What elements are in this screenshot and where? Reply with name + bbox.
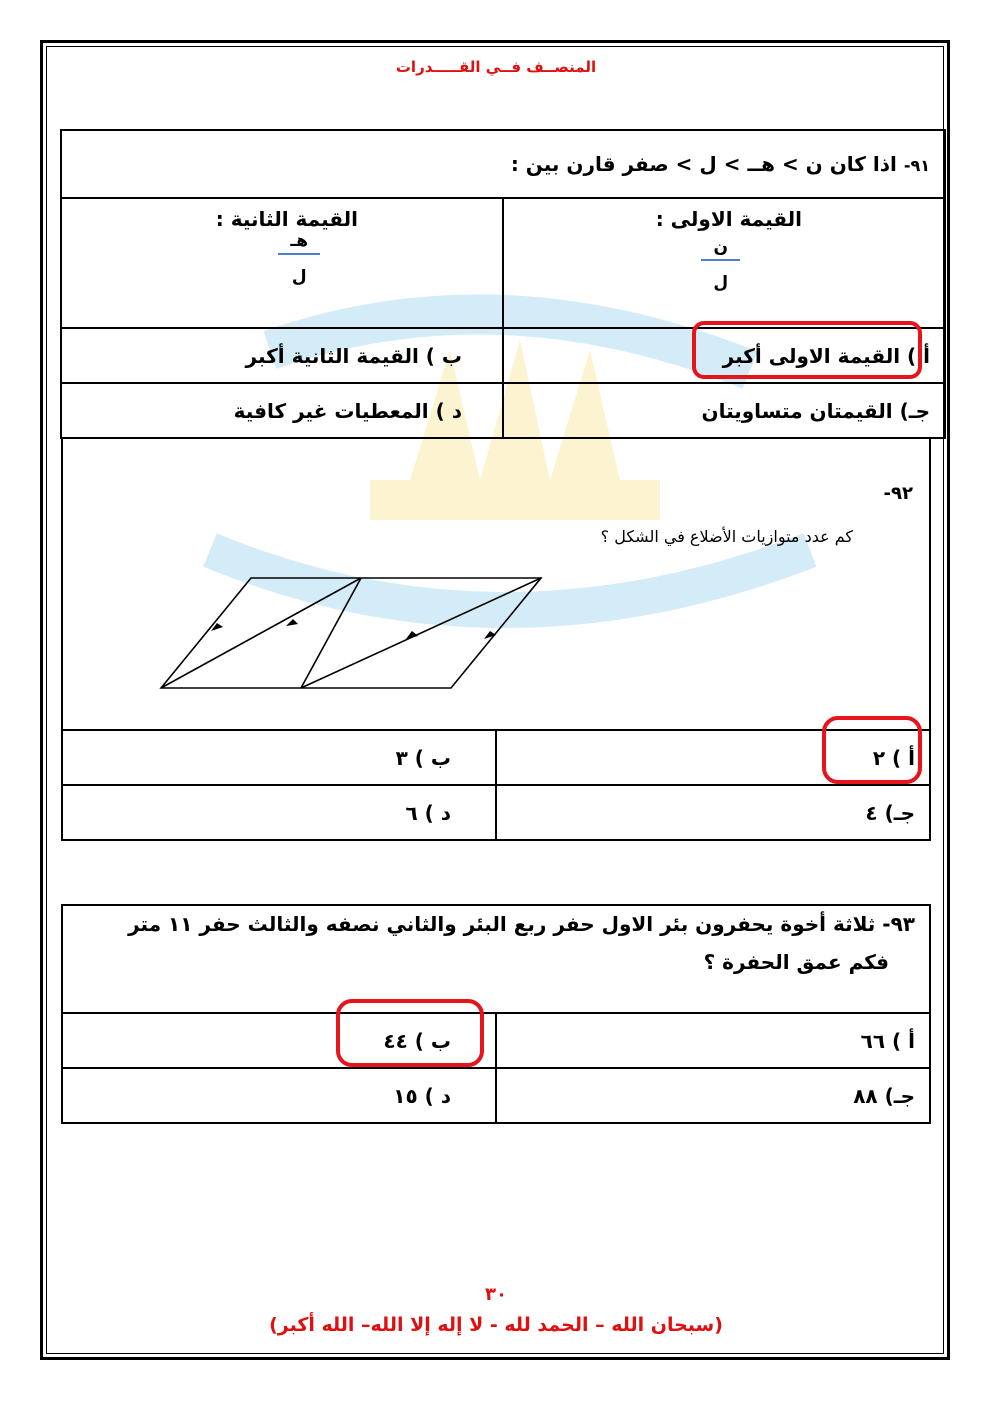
q91-second-numerator: هـ — [278, 231, 320, 255]
q92-question-box — [61, 437, 931, 731]
q93-option-c[interactable]: جـ) ٨٨ — [496, 1068, 930, 1123]
footer-text: (سبحان الله – الحمد لله - لا إله إلا الله– الله أكبر) — [269, 1314, 723, 1336]
q93-option-b[interactable]: ب ) ٤٤ — [62, 1013, 496, 1068]
q91-second-value-label: القيمة الثانية : — [215, 207, 358, 231]
q93-option-a[interactable]: أ ) ٦٦ — [496, 1013, 930, 1068]
q92-option-d[interactable]: د ) ٦ — [62, 785, 496, 840]
q91-option-d[interactable]: د ) المعطيات غير كافية — [61, 383, 503, 438]
q92-option-c[interactable]: جـ) ٤ — [496, 785, 930, 840]
q91-first-numerator: ن — [701, 237, 740, 261]
q93-stem-line-1: ٩٣- ثلاثة أخوة يحفرون بئر الاول حفر ربع البئر والثاني نصفه والثالث حفر ١١ متر — [128, 912, 915, 936]
q91-stem-cell — [61, 130, 945, 198]
q91-table — [60, 129, 946, 439]
q93-stem-line-2: فكم عمق الحفرة ؟ — [703, 950, 889, 974]
arrow-mark-4 — [484, 631, 496, 639]
q92-options-table — [61, 729, 931, 841]
q91-first-fraction — [701, 237, 740, 293]
q91-second-denominator: ل — [291, 267, 307, 287]
q91-stem: اذا كان ن > هــ > ل > صفر قارن بين : — [510, 152, 897, 176]
q93-option-d[interactable]: د ) ١٥ — [62, 1068, 496, 1123]
q91-second-value-cell — [61, 198, 503, 328]
q91-first-value-label: القيمة الاولى : — [655, 207, 802, 231]
q92-option-b[interactable]: ب ) ٣ — [62, 730, 496, 785]
page-header-title: المنصــف فــي القـــــدرات — [395, 58, 597, 76]
q93-stem-cell — [62, 905, 930, 1013]
q91-answer-mark — [692, 321, 922, 379]
q91-option-b[interactable]: ب ) القيمة الثانية أكبر — [61, 328, 503, 383]
q91-first-value-cell — [503, 198, 945, 328]
figure-outline — [161, 578, 541, 688]
figure-diagonal-2 — [301, 578, 541, 688]
q91-first-denominator: ل — [713, 273, 729, 293]
q91-option-c[interactable]: جـ) القيمتان متساويتان — [503, 383, 945, 438]
parallelogram-figure — [153, 569, 553, 699]
q92-answer-mark — [822, 716, 922, 784]
q91-second-fraction — [278, 231, 320, 287]
q93-answer-mark — [336, 999, 484, 1067]
q92-question-text: كم عدد متوازيات الأضلاع في الشكل ؟ — [600, 527, 853, 546]
page-number: ٣٠ — [485, 1284, 507, 1305]
q93-table — [61, 904, 931, 1124]
q92-number: ٩٢- — [883, 483, 913, 504]
q92-option-a[interactable]: أ ) ٢ — [496, 730, 930, 785]
q91-option-a[interactable]: أ ) القيمة الاولى أكبر — [503, 328, 945, 383]
arrow-mark-2 — [286, 619, 298, 626]
q91-number: ٩١- — [903, 156, 930, 175]
